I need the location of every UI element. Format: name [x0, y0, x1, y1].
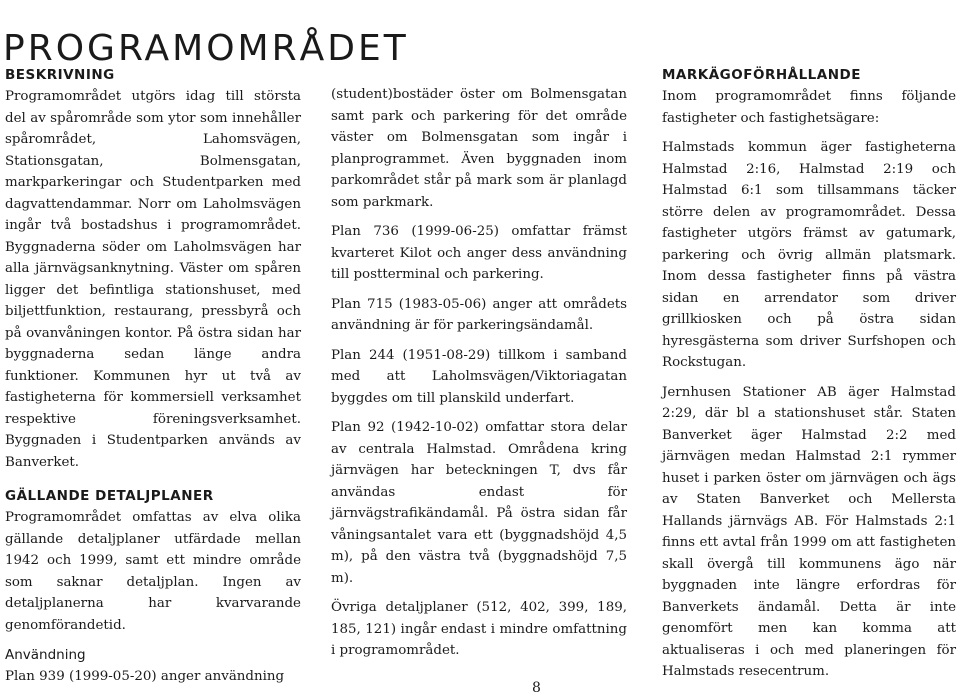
subheading-anvandning: Användning [5, 647, 86, 663]
paragraph-plan-715: Plan 715 (1983-05-06) anger att områdets användning är för parkeringsändamål. [331, 296, 627, 333]
paragraph-plan-92: Plan 92 (1942-10-02) omfattar stora delar av centrala Halmstad. Områdena kring järnvägen har beteckningen T, dvs får användas endast för järnvägstrafikändamål. På östra sidan får våningsantalet vara ett (byggnadshöjd 4,5 m), på den västra två (byggnadshöjd 7,5 m). [331, 420, 627, 586]
paragraph-halmstads-kommun: Halmstads kommun äger fastigheterna Halmstad 2:16, Halmstad 2:19 och Halmstad 6:1 som tillsammans täcker större delen av programområdet. Dessa fastigheter utgörs främst av gatumark, parkering och övrig allmän platsmark. Inom dessa fastigheter finns på västra sidan en arrendator som driver grillkiosken och på östra sidan hyresgästerna som driver Surfshopen och Rockstugan. [662, 140, 956, 370]
section-heading-markagoforhallande: MARKÄGOFÖRHÅLLANDE [662, 67, 861, 83]
page-title: PROGRAMOMRÅDET [3, 28, 409, 70]
paragraph-markagare-intro: Inom programområdet finns följande fastigheter och fastighetsägare: [662, 89, 956, 126]
paragraph-plan-244: Plan 244 (1951-08-29) tillkom i samband med att Laholmsvägen/Viktoriagatan byggdes om till planskild underfart. [331, 347, 627, 406]
section-heading-detaljplaner: GÄLLANDE DETALJPLANER [5, 488, 214, 504]
paragraph-beskrivning: Programområdet utgörs idag till största del av spårområde som ytor som innehåller spårområdet, Lahomsvägen, Stationsgatan, Bolmensgatan, markparkeringar och Studentparken med dagvattendammar. Norr om Laholmsvägen ingår två bostadshus i programområdet. Byggnaderna söder om Laholmsvägen har alla järnvägsanknytning. Väster om spåren ligger det befintliga stationshuset, med biljettfunktion, restaurang, pressbyrå och på ovanvåningen kontor. På östra sidan har byggnaderna sedan länge andra funktioner. Kommunen hyr ut två av fastigheterna för kommersiell verksamhet respektive föreningsverksamhet. Byggnaden i Studentparken används av Banverket. [5, 89, 301, 470]
paragraph-jernhusen: Jernhusen Stationer AB äger Halmstad 2:29, där bl a stationshuset står. Staten Banverket äger Halmstad 2:2 med järnvägen medan Halmstad 2:1 rymmer huset i parken öster om järnvägen och ägs av Staten Banverket och Mellersta Hallands järnvägs AB. För Halmstads 2:1 finns ett avtal från 1999 om att fastigheten skall övergå till kommunens ägo när byggnaden inte längre erfordras för Banverkets ändamål. Detta är inte genomfört men kan komma att aktualiseras i och med planeringen för Halmstads resecentrum. [662, 384, 956, 679]
paragraph-plan-939-cont: (student)bostäder öster om Bolmensgatan samt park och parkering för det område väster om Bolmensgatan som ingår i planprogrammet. Även byggnaden inom parkområdet står på mark som är planlagd som parkmark. [331, 87, 627, 210]
section-heading-beskrivning: BESKRIVNING [5, 67, 115, 83]
page-number: 8 [532, 680, 541, 696]
paragraph-anvandning: Plan 939 (1999-05-20) anger användning [5, 669, 285, 684]
paragraph-plan-736: Plan 736 (1999-06-25) omfattar främst kvarteret Kilot och anger dess användning till postterminal och parkering. [331, 224, 627, 282]
paragraph-detaljplaner: Programområdet omfattas av elva olika gällande detaljplaner utfärdade mellan 1942 och 1999, samt ett mindre område som saknar detaljplan. Ingen av detaljplanerna har kvarvarande genomförandetid. [5, 510, 301, 633]
paragraph-ovriga-detaljplaner: Övriga detaljplaner (512, 402, 399, 189, 185, 121) ingår endast i mindre omfattning i programområdet. [331, 600, 627, 658]
column-right [662, 64, 956, 683]
column-left [5, 64, 301, 688]
column-middle [331, 84, 627, 662]
